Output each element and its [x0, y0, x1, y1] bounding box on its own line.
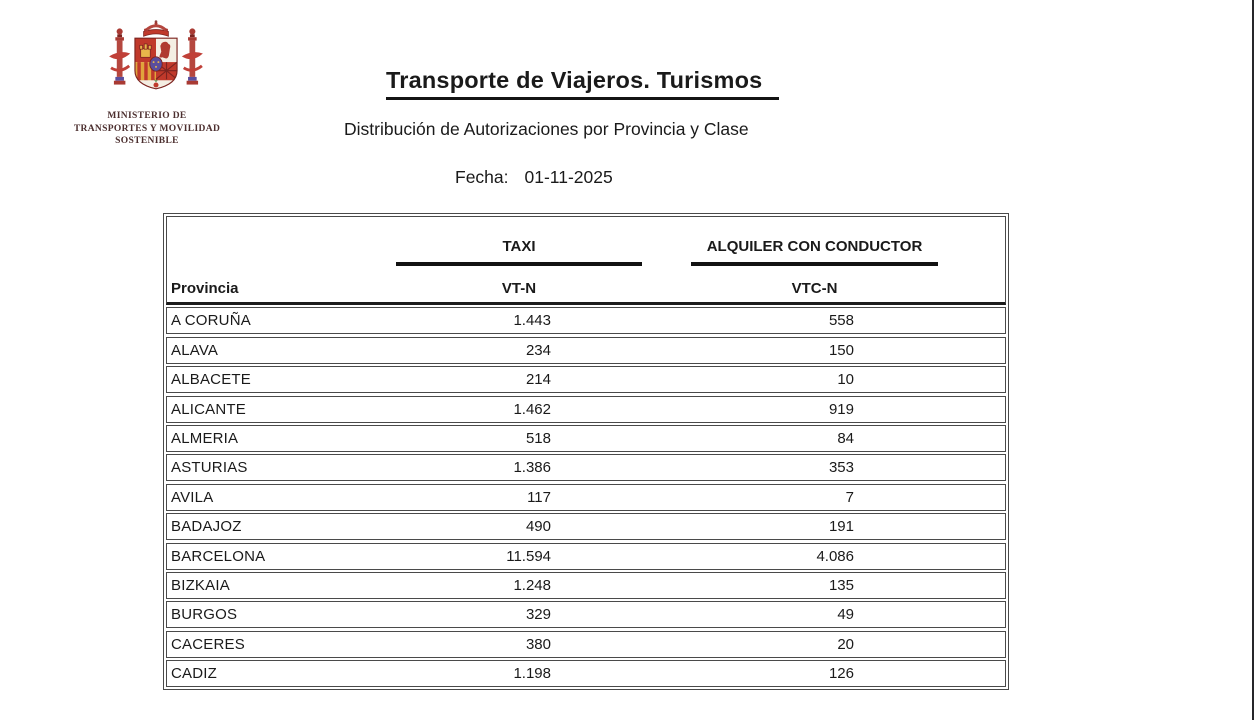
vtc-n-value: 919 — [828, 400, 854, 418]
table-row — [166, 631, 1006, 658]
table-row — [166, 396, 1006, 423]
province-name: ALBACETE — [171, 371, 251, 389]
column-header-provincia: Provincia — [171, 280, 239, 297]
table-row — [166, 425, 1006, 452]
vt-n-value: 1.386 — [513, 459, 551, 477]
taxi-group-underline — [396, 262, 642, 266]
table-row — [166, 572, 1006, 599]
table-row — [166, 660, 1006, 687]
vtc-n-value: 150 — [828, 341, 854, 359]
vt-n-value: 380 — [525, 635, 551, 653]
ministry-line: MINISTERIO DE — [107, 111, 187, 121]
pillar-of-hercules-icon — [109, 28, 130, 84]
vt-n-value: 1.443 — [513, 312, 551, 330]
report-date — [455, 167, 613, 188]
vt-n-value: 1.462 — [513, 400, 551, 418]
province-name: BURGOS — [171, 606, 238, 624]
province-name: BARCELONA — [171, 547, 266, 565]
vtc-n-value: 558 — [828, 312, 854, 330]
table-row — [166, 307, 1006, 334]
vtc-group-underline — [691, 262, 938, 266]
date-label: Fecha: — [455, 167, 509, 187]
screen-right-edge — [1252, 0, 1255, 720]
table-row — [166, 337, 1006, 364]
table-row — [166, 513, 1006, 540]
page-subtitle: Distribución de Autorizaciones por Provincia y Clase — [344, 119, 749, 139]
province-name: ALAVA — [171, 341, 219, 359]
spain-coat-of-arms-logo — [108, 20, 204, 108]
vtc-n-value: 7 — [845, 488, 854, 506]
taxi-group-header: TAXI — [502, 238, 536, 255]
table-row — [166, 484, 1006, 511]
vt-n-value: 1.198 — [513, 665, 551, 683]
vtc-n-value: 126 — [828, 665, 854, 683]
table-row — [166, 601, 1006, 628]
province-name: CACERES — [171, 635, 245, 653]
province-name: ALMERIA — [171, 429, 239, 447]
column-header-vtc-n: VTC-N — [791, 280, 838, 297]
province-name: AVILA — [171, 488, 214, 506]
vt-n-value: 11.594 — [506, 547, 551, 565]
page-title: Transporte de Viajeros. Turismos — [386, 67, 763, 93]
province-name: ALICANTE — [171, 400, 246, 418]
province-name: A CORUÑA — [171, 312, 251, 330]
table-row — [166, 366, 1006, 393]
vtc-n-value: 4.086 — [816, 547, 854, 565]
vt-n-value: 117 — [527, 488, 551, 506]
authorizations-table — [163, 213, 1009, 690]
vtc-n-value: 20 — [837, 635, 854, 653]
ministry-name — [27, 110, 267, 148]
province-name: CADIZ — [171, 665, 217, 683]
vt-n-value: 518 — [525, 429, 551, 447]
vtc-n-value: 49 — [837, 606, 854, 624]
vtc-group-header: ALQUILER CON CONDUCTOR — [706, 238, 923, 255]
vtc-n-value: 84 — [837, 429, 854, 447]
vtc-n-value: 353 — [828, 459, 854, 477]
column-header-vt-n: VT-N — [501, 280, 537, 297]
date-value: 01-11-2025 — [524, 167, 613, 187]
vtc-n-value: 191 — [828, 518, 854, 536]
title-underline — [386, 97, 779, 100]
vt-n-value: 329 — [525, 606, 551, 624]
province-name: BADAJOZ — [171, 518, 242, 536]
vtc-n-value: 10 — [837, 371, 854, 389]
vt-n-value: 234 — [525, 341, 551, 359]
table-rows — [166, 307, 1006, 687]
province-name: BIZKAIA — [171, 576, 230, 594]
crown-icon — [144, 20, 169, 36]
vt-n-value: 1.248 — [513, 576, 551, 594]
province-name: ASTURIAS — [171, 459, 248, 477]
vtc-n-value: 135 — [828, 576, 854, 594]
table-row — [166, 543, 1006, 570]
table-header — [166, 216, 1006, 305]
ministry-line: TRANSPORTES Y MOVILIDAD — [73, 123, 221, 134]
vt-n-value: 490 — [525, 518, 551, 536]
vt-n-value: 214 — [525, 371, 551, 389]
table-row — [166, 454, 1006, 481]
ministry-line: SOSTENIBLE — [115, 136, 179, 146]
